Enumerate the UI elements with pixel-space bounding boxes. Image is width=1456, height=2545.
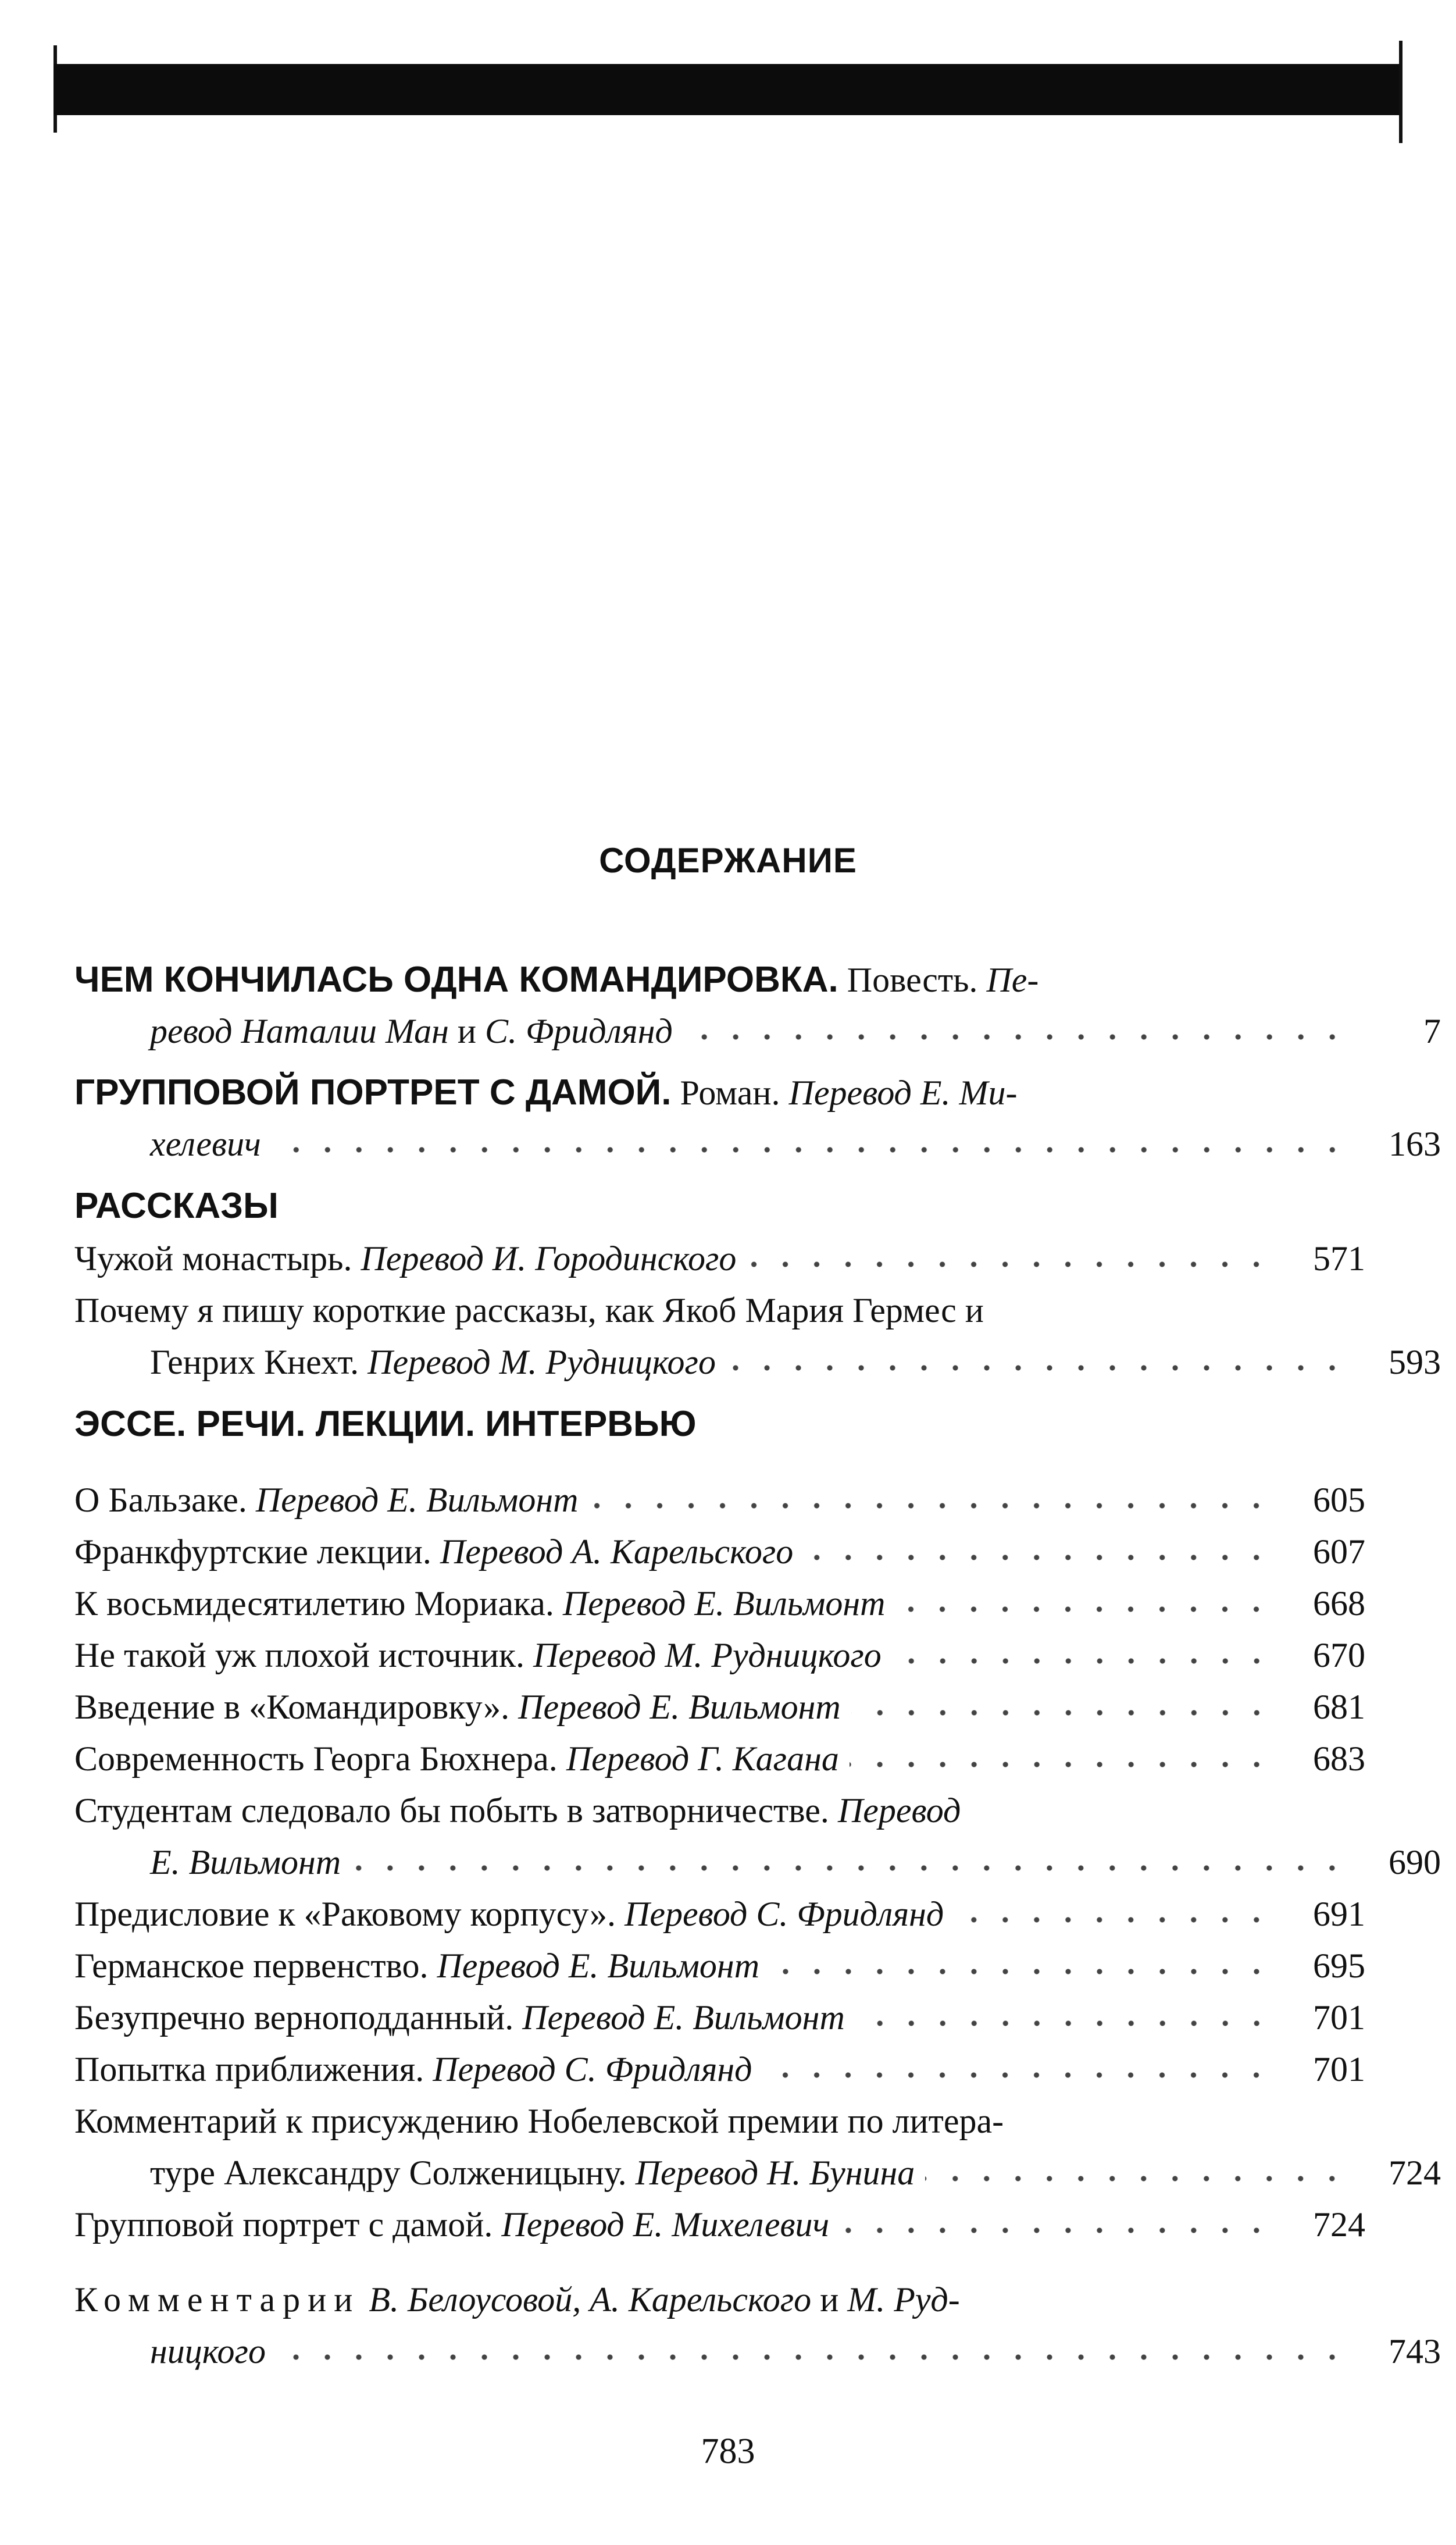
essay-title: Германское первенство. xyxy=(74,1947,429,1985)
page-ref: 605 xyxy=(1313,1481,1365,1519)
dot-leader xyxy=(895,1605,1272,1614)
page-ref: 571 xyxy=(1313,1239,1365,1278)
entry-genre: Роман. xyxy=(680,1074,780,1112)
essay-translator: Перевод Е. Вильмонт xyxy=(518,1688,841,1726)
dot-leader xyxy=(840,2226,1272,2235)
essay-title: К восьмидесятилетию Мориака. xyxy=(74,1584,554,1623)
toc-entry-2-line-2 xyxy=(74,1118,1441,1170)
page-number: 783 xyxy=(701,2432,755,2471)
dot-leader xyxy=(804,1553,1272,1562)
essay-translator: Перевод Е. Вильмонт xyxy=(522,1998,845,2037)
top-black-rule xyxy=(53,64,1403,115)
page-ref: 724 xyxy=(1313,2205,1365,2244)
entry-heading: ГРУППОВОЙ ПОРТРЕТ С ДАМОЙ. xyxy=(74,1072,672,1113)
toc-entry-1-line-1 xyxy=(74,954,1365,1006)
dot-leader xyxy=(747,1260,1272,1269)
entry-translator: ревод Наталии Ман xyxy=(150,1012,449,1050)
toc-story-2-line-1 xyxy=(74,1285,1365,1336)
toc-entry-2-line-1 xyxy=(74,1067,1365,1118)
essay-title: Студентам следовало бы побыть в затворничестве. xyxy=(74,1791,829,1830)
entry-translator: Пе- xyxy=(986,961,1039,999)
comments-authors: М. Руд- xyxy=(847,2280,960,2319)
toc-essay-10 xyxy=(74,1992,1365,2044)
essay-translator: Перевод Г. Кагана xyxy=(566,1740,839,1778)
page-title: СОДЕРЖАНИЕ xyxy=(599,841,857,880)
toc-comments-line-2 xyxy=(74,2326,1441,2378)
story-translator: Перевод М. Рудницкого xyxy=(367,1343,716,1381)
toc-story-1 xyxy=(74,1233,1365,1285)
dot-leader xyxy=(925,2174,1348,2183)
page-ref: 670 xyxy=(1313,1636,1365,1674)
dot-leader xyxy=(855,2019,1272,2028)
essay-translator: Перевод Е. Вильмонт xyxy=(562,1584,886,1623)
essay-translator: Перевод Е. Вильмонт xyxy=(255,1481,579,1519)
essay-title: Предисловие к «Раковому корпусу». xyxy=(74,1895,616,1933)
essay-title: Современность Георга Бюхнера. xyxy=(74,1740,558,1778)
essay-title: Попытка приближения. xyxy=(74,2050,424,2088)
toc-essay-6 xyxy=(74,1733,1365,1785)
page-ref: 668 xyxy=(1313,1584,1365,1623)
essay-translator: Перевод С. Фридлянд xyxy=(624,1895,944,1933)
essay-title: Франкфуртские лекции. xyxy=(74,1532,431,1571)
page-ref: 681 xyxy=(1313,1688,1365,1726)
toc-essay-1 xyxy=(74,1474,1365,1526)
table-of-contents xyxy=(74,954,1441,2378)
dot-leader xyxy=(276,2352,1348,2362)
toc-essay-2 xyxy=(74,1526,1365,1578)
essay-translator: Перевод А. Карельского xyxy=(440,1532,794,1571)
page-ref: 691 xyxy=(1313,1895,1365,1933)
dot-leader xyxy=(851,1708,1272,1717)
story-title: Генрих Кнехт. xyxy=(150,1343,359,1381)
toc-essay-7-line-2 xyxy=(74,1837,1441,1888)
essay-title: Введение в «Командировку». xyxy=(74,1688,510,1726)
dot-leader xyxy=(588,1501,1272,1510)
page-ref: 695 xyxy=(1313,1947,1365,1985)
dot-leader xyxy=(850,1760,1272,1769)
entry-conjunction: и xyxy=(457,1012,477,1050)
comments-authors: В. Белоусовой, А. Карельского xyxy=(369,2280,812,2319)
toc-essay-11 xyxy=(74,2044,1365,2095)
page-ref: 7 xyxy=(1423,1012,1441,1050)
essay-translator: Перевод xyxy=(837,1791,961,1830)
page-ref: 607 xyxy=(1313,1532,1365,1571)
comments-conjunction: и xyxy=(820,2280,839,2319)
entry-heading: ЧЕМ КОНЧИЛАСЬ ОДНА КОМАНДИРОВКА. xyxy=(74,960,838,1000)
entry-translator: Перевод Е. Ми- xyxy=(788,1074,1018,1112)
page-ref: 743 xyxy=(1389,2332,1441,2371)
story-title: Почему я пишу короткие рассказы, как Якоб Мария Гермес и xyxy=(74,1291,984,1329)
toc-essay-9 xyxy=(74,1940,1365,1992)
essay-title: Комментарий к присуждению Нобелевской премии по литера- xyxy=(74,2102,1004,2140)
section-title: РАССКАЗЫ xyxy=(74,1186,279,1226)
dot-leader xyxy=(892,1656,1272,1666)
page-ref: 690 xyxy=(1389,1843,1441,1881)
comments-label: Комментарии xyxy=(74,2280,361,2319)
entry-genre: Повесть. xyxy=(847,961,978,999)
section-heading-essays xyxy=(74,1398,1365,1451)
toc-entry-1-line-2 xyxy=(74,1006,1441,1057)
dot-leader xyxy=(726,1363,1348,1373)
essay-title: О Бальзаке. xyxy=(74,1481,247,1519)
toc-essay-5 xyxy=(74,1681,1365,1733)
essay-translator: Перевод Н. Бунина xyxy=(635,2154,915,2192)
essay-title: туре Александру Солженицыну. xyxy=(150,2154,627,2192)
page-ref: 701 xyxy=(1313,2050,1365,2088)
entry-translator: хелевич xyxy=(150,1125,261,1163)
toc-essay-3 xyxy=(74,1578,1365,1630)
essay-translator: Перевод Е. Вильмонт xyxy=(437,1947,760,1985)
story-title: Чужой монастырь. xyxy=(74,1239,352,1278)
toc-story-2-line-2 xyxy=(74,1336,1441,1388)
top-rule-right-tick xyxy=(1399,41,1403,143)
essay-title: Безупречно верноподданный. xyxy=(74,1998,514,2037)
page-ref: 701 xyxy=(1313,1998,1365,2037)
entry-translator: С. Фридлянд xyxy=(485,1012,673,1050)
page-ref: 683 xyxy=(1313,1740,1365,1778)
dot-leader xyxy=(954,1915,1272,1924)
section-heading-stories xyxy=(74,1179,1365,1233)
essay-translator: Перевод С. Фридлянд xyxy=(433,2050,752,2088)
dot-leader xyxy=(770,1967,1272,1976)
dot-leader xyxy=(272,1145,1348,1154)
dot-leader xyxy=(683,1032,1348,1042)
page-ref: 724 xyxy=(1389,2154,1441,2192)
essay-title: Групповой портрет с дамой. xyxy=(74,2205,493,2244)
page-ref: 163 xyxy=(1389,1125,1441,1163)
toc-essay-12-line-2 xyxy=(74,2147,1441,2199)
toc-essay-8 xyxy=(74,1888,1365,1940)
comments-authors: ницкого xyxy=(150,2332,266,2371)
story-translator: Перевод И. Городинского xyxy=(361,1239,737,1278)
dot-leader xyxy=(351,1863,1348,1873)
toc-essay-7-line-1 xyxy=(74,1785,1365,1837)
essay-translator: Перевод М. Рудницкого xyxy=(533,1636,882,1674)
essay-translator: Е. Вильмонт xyxy=(150,1843,341,1881)
toc-essay-13 xyxy=(74,2199,1365,2251)
dot-leader xyxy=(762,2070,1272,2080)
essay-title: Не такой уж плохой источник. xyxy=(74,1636,524,1674)
toc-essay-12-line-1 xyxy=(74,2095,1365,2147)
toc-comments-line-1 xyxy=(74,2274,1365,2326)
section-title: ЭССЕ. РЕЧИ. ЛЕКЦИИ. ИНТЕРВЬЮ xyxy=(74,1404,697,1444)
page-ref: 593 xyxy=(1389,1343,1441,1381)
essay-translator: Перевод Е. Михелевич xyxy=(501,2205,830,2244)
toc-essay-4 xyxy=(74,1630,1365,1681)
